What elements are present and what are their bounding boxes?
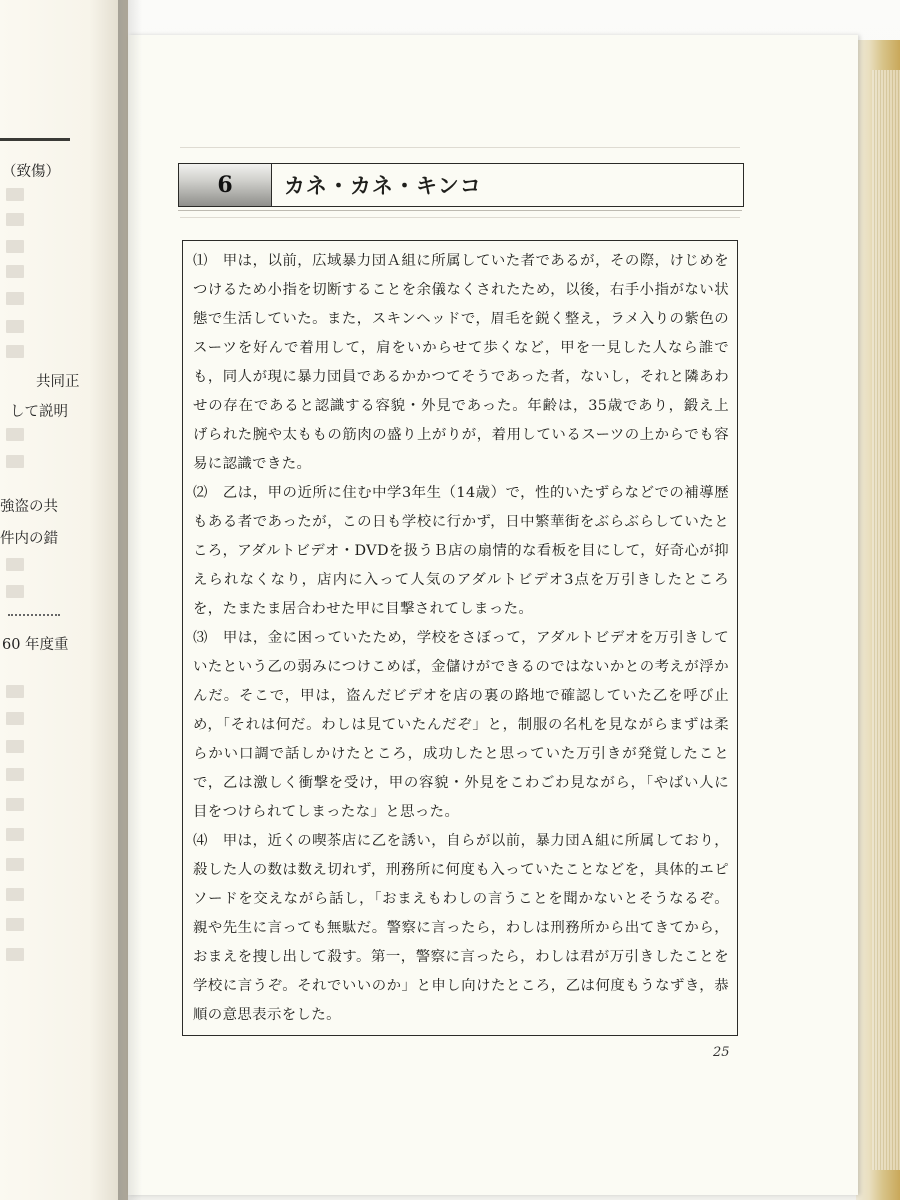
- faint-text-mark: [6, 798, 24, 811]
- faint-text-mark: [6, 213, 24, 226]
- faint-text-mark: [6, 240, 24, 253]
- faint-text-mark: [6, 685, 24, 698]
- left-page-text-line: 件内の錯: [0, 531, 58, 547]
- paragraph-5: [193, 1030, 729, 1036]
- paragraph-3: ⑶ 甲は，金に困っていたため，学校をさぼって，アダルトビデオを万引きしていたという乙の弱みにつけこめば，金儲けができるのではないかとの考えが浮かんだ。そこで，甲は，盗んだビデオを店の裏の路地で確認していた乙を呼び止め，「それは何だ。わしは見ていたんだぞ」と，制服の名札を見ながらまずは柔らかい口調で話しかけたところ，成功したと思っていた万引きが発覚したことで，乙は激しく衝撃を受け，甲の容貌・外見をこわごわ見ながら，「やばい人に目をつけられてしまったな」と思った。: [193, 630, 729, 820]
- case-text-box: [182, 240, 738, 1036]
- faint-text-mark: [6, 858, 24, 871]
- left-page-text-line: 共同正: [36, 374, 80, 390]
- faint-text-mark: [6, 918, 24, 931]
- chapter-title: カネ・カネ・キンコ: [284, 174, 482, 198]
- page-edge-stack: [872, 70, 900, 1170]
- chapter-header: [178, 163, 744, 207]
- paragraph-4: ⑷ 甲は，近くの喫茶店に乙を誘い，自らが以前，暴力団Ａ組に所属しており，殺した人の数は数え切れず，刑務所に何度も入っていたことなどを，具体的エピソードを交えながら話し，「おまえもわしの言うことを聞かないとそうなるぞ。親や先生に言っても無駄だ。警察に言ったら，わしは刑務所から出てきてから，おまえを捜し出して殺す。第一，警察に言ったら，わしは君が万引きしたことを学校に言うぞ。それでいいのか」と申し向けたところ，乙は何度もうなずき，恭順の意思表示をした。: [193, 833, 729, 1023]
- left-page-text-line: して説明: [10, 404, 68, 420]
- faint-text-mark: [6, 428, 24, 441]
- faint-text-mark: [6, 828, 24, 841]
- faint-text-mark: [6, 558, 24, 571]
- faint-text-mark: [6, 188, 24, 201]
- header-underline: [178, 210, 742, 211]
- left-page-rule: [0, 138, 70, 141]
- page-number: 25: [713, 1045, 730, 1060]
- book-gutter-shadow: [118, 0, 142, 1200]
- faint-text-mark: [6, 585, 24, 598]
- faint-text-mark: [6, 455, 24, 468]
- left-page-dotted-rule: [8, 614, 60, 616]
- show-through-line: [180, 217, 740, 218]
- right-page: [128, 35, 858, 1195]
- faint-text-mark: [6, 265, 24, 278]
- left-page-text-line: 強盗の共: [0, 499, 58, 515]
- faint-text-mark: [6, 712, 24, 725]
- paragraph-1: ⑴ 甲は，以前，広域暴力団Ａ組に所属していた者であるが，その際，けじめをつけるため小指を切断することを余儀なくされたため，以後，右手小指がない状態で生活していた。また，スキンヘッドで，眉毛を鋭く整え，ラメ入りの紫色のスーツを好んで着用して，肩をいからせて歩くなど，甲を一見した人なら誰でも，同人が現に暴力団員であるかかつてそうであった者，ないし，それと隣あわせの存在であると認識する容貌・外見であった。年齢は，35歳であり，鍛え上げられた腕や太ももの筋肉の盛り上がりが，着用しているスーツの上からでも容易に認識できた。: [193, 253, 729, 472]
- faint-text-mark: [6, 740, 24, 753]
- paragraph-2: ⑵ 乙は，甲の近所に住む中学3年生（14歳）で，性的いたずらなどでの補導歴もある者であったが，この日も学校に行かず，日中繁華街をぶらぶらしていたところ，アダルトビデオ・DVDを扱うＢ店の扇情的な看板を目にして，好奇心が抑えられなくなり，店内に入って人気のアダルトビデオ3点を万引きしたところを，たまたま居合わせた甲に目撃されてしまった。: [193, 485, 729, 617]
- faint-text-mark: [6, 768, 24, 781]
- faint-text-mark: [6, 888, 24, 901]
- faint-text-mark: [6, 292, 24, 305]
- show-through-line: [180, 147, 740, 148]
- faint-text-mark: [6, 948, 24, 961]
- chapter-number: 6: [179, 164, 272, 206]
- left-page-text-line: 60 年度重: [2, 637, 69, 653]
- left-page: [0, 0, 128, 1200]
- left-page-text-line: （致傷）: [2, 164, 60, 180]
- faint-text-mark: [6, 320, 24, 333]
- faint-text-mark: [6, 345, 24, 358]
